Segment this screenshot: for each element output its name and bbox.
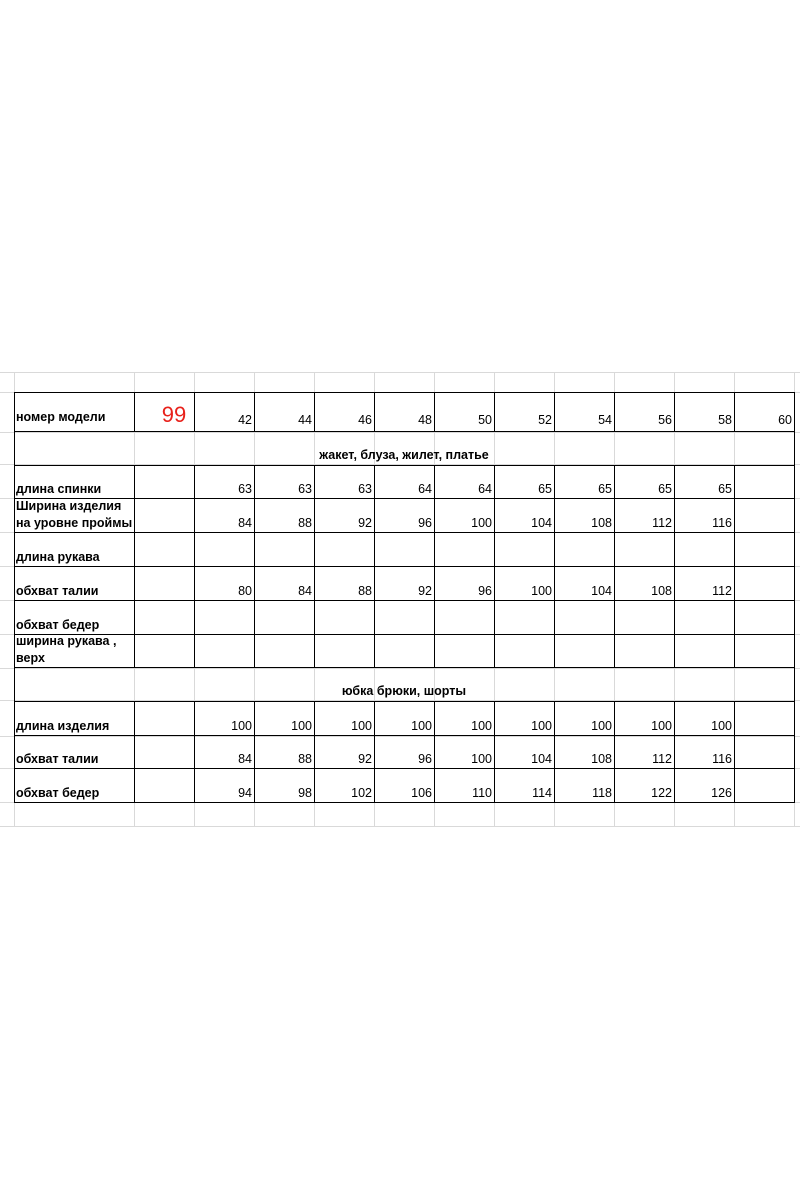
measurement-cell: 100 (411, 719, 432, 733)
measurement-cell (734, 650, 794, 666)
row-label: обхват талии (16, 752, 99, 766)
measurement-cell: 100 (711, 719, 732, 733)
measurement-cell: 96 (478, 584, 492, 598)
measurement-cell: 84 (298, 584, 312, 598)
measurement-cell (554, 617, 614, 633)
measurement-cell: 104 (591, 584, 612, 598)
measurement-cell (494, 617, 554, 633)
measurement-cell: 104 (531, 516, 552, 530)
measurement-cell: 88 (298, 752, 312, 766)
measurement-cell: 96 (418, 752, 432, 766)
measurement-cell: 114 (532, 786, 552, 800)
measurement-cell (734, 617, 794, 633)
measurement-cell: 100 (591, 719, 612, 733)
measurement-cell: 100 (471, 516, 492, 530)
measurement-cell: 65 (658, 482, 672, 496)
size-header-cell: 42 (238, 413, 252, 427)
table-border (14, 802, 795, 803)
measurement-cell (734, 785, 794, 801)
measurement-cell (734, 583, 794, 599)
size-header-cell: 58 (718, 413, 732, 427)
measurement-cell: 92 (358, 752, 372, 766)
measurement-cell: 92 (418, 584, 432, 598)
measurement-cell: 112 (712, 584, 732, 598)
measurement-cell: 100 (531, 719, 552, 733)
measurement-cell: 96 (418, 516, 432, 530)
measurement-cell: 116 (712, 516, 732, 530)
measurement-cell (734, 718, 794, 734)
measurement-cell: 126 (711, 786, 732, 800)
measurement-cell (314, 617, 374, 633)
measurement-cell: 122 (651, 786, 672, 800)
measurement-cell (614, 650, 674, 666)
measurement-cell: 98 (298, 786, 312, 800)
measurement-cell (674, 549, 734, 565)
size-header-cell: 60 (778, 413, 792, 427)
measurement-cell (674, 650, 734, 666)
measurement-cell: 84 (238, 516, 252, 530)
measurement-cell: 108 (591, 752, 612, 766)
measurement-cell (434, 549, 494, 565)
row-label: на уровне проймы (16, 516, 133, 530)
measurement-cell (494, 549, 554, 565)
size-header-cell: 44 (298, 413, 312, 427)
measurement-cell (374, 617, 434, 633)
measurement-cell (554, 650, 614, 666)
measurement-cell: 63 (358, 482, 372, 496)
size-header-cell: 52 (538, 413, 552, 427)
measurement-cell (254, 617, 314, 633)
measurement-cell: 80 (238, 584, 252, 598)
table-border (14, 431, 795, 432)
table-border (794, 465, 795, 667)
measurement-cell (374, 650, 434, 666)
measurement-cell: 104 (531, 752, 552, 766)
measurement-cell: 118 (592, 786, 612, 800)
row-label: обхват бедер (16, 618, 100, 632)
grid-row-line (0, 432, 800, 433)
measurement-cell: 63 (298, 482, 312, 496)
measurement-cell: 88 (298, 516, 312, 530)
measurement-cell (734, 751, 794, 767)
measurement-cell (494, 650, 554, 666)
measurement-cell: 106 (411, 786, 432, 800)
row-label: обхват бедер (16, 786, 100, 800)
measurement-cell (254, 650, 314, 666)
measurement-cell: 100 (351, 719, 372, 733)
measurement-cell (554, 549, 614, 565)
measurement-cell (434, 650, 494, 666)
table-border (794, 392, 795, 431)
measurement-cell (314, 549, 374, 565)
section-title: юбка брюки, шорты (341, 684, 467, 698)
measurement-cell (194, 650, 254, 666)
measurement-cell: 108 (651, 584, 672, 598)
measurement-cell (194, 617, 254, 633)
table-border (14, 392, 795, 393)
size-header-cell: 54 (598, 413, 612, 427)
measurement-cell: 100 (651, 719, 672, 733)
measurement-cell: 63 (238, 482, 252, 496)
measurement-cell: 112 (652, 516, 672, 530)
size-header-cell: 48 (418, 413, 432, 427)
table-border (794, 701, 795, 802)
measurement-cell: 64 (418, 482, 432, 496)
measurement-cell: 92 (358, 516, 372, 530)
section-title: жакет, блуза, жилет, платье (319, 448, 489, 462)
measurement-cell: 116 (712, 752, 732, 766)
measurement-cell (674, 617, 734, 633)
row-label: обхват талии (16, 584, 99, 598)
measurement-cell (614, 549, 674, 565)
measurement-cell: 100 (471, 719, 492, 733)
measurement-cell: 108 (591, 516, 612, 530)
grid-row-line (0, 372, 800, 373)
measurement-cell: 110 (472, 786, 492, 800)
measurement-cell: 65 (718, 482, 732, 496)
measurement-cell: 65 (598, 482, 612, 496)
size-header-cell: 56 (658, 413, 672, 427)
measurement-cell (374, 549, 434, 565)
measurement-cell (434, 617, 494, 633)
table-border (794, 667, 795, 701)
measurement-cell: 94 (238, 786, 252, 800)
size-header-cell: 50 (478, 413, 492, 427)
measurement-cell: 102 (351, 786, 372, 800)
measurement-cell (614, 617, 674, 633)
row-label: верх (16, 651, 45, 665)
table-border (794, 431, 795, 465)
measurement-cell: 88 (358, 584, 372, 598)
measurement-cell: 100 (291, 719, 312, 733)
measurement-cell: 112 (652, 752, 672, 766)
row-label: длина спинки (16, 482, 102, 496)
grid-row-line (0, 668, 800, 669)
measurement-cell: 100 (531, 584, 552, 598)
measurement-cell: 65 (538, 482, 552, 496)
measurement-cell: 100 (231, 719, 252, 733)
measurement-cell (734, 481, 794, 497)
measurement-cell (314, 650, 374, 666)
measurement-cell (194, 549, 254, 565)
measurement-cell: 84 (238, 752, 252, 766)
measurement-cell (254, 549, 314, 565)
measurement-cell (734, 515, 794, 531)
table-border (14, 667, 795, 668)
row-label: Ширина изделия (16, 499, 122, 513)
measurement-cell (734, 549, 794, 565)
model-number-value: 99 (161, 402, 187, 427)
grid-row-line (0, 826, 800, 827)
row-label: длина рукава (16, 550, 100, 564)
model-number-label: номер модели (16, 410, 106, 424)
row-label: длина изделия (16, 719, 110, 733)
measurement-cell: 100 (471, 752, 492, 766)
row-label: ширина рукава , (16, 634, 117, 648)
size-header-cell: 46 (358, 413, 372, 427)
measurement-cell: 64 (478, 482, 492, 496)
